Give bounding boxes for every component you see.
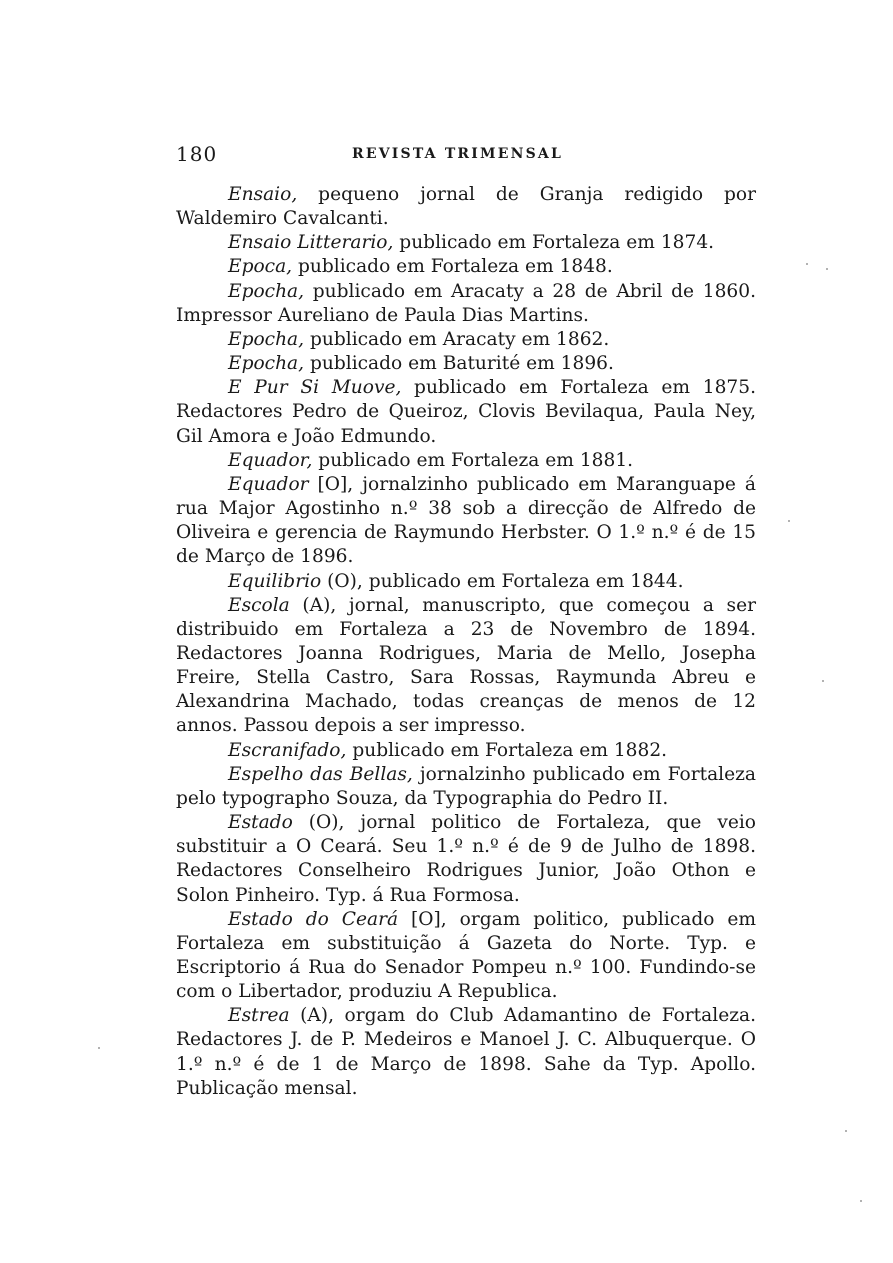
scan-speck [788, 520, 790, 522]
entry-title: Epocha, [228, 328, 305, 350]
entry-title: Escranifado, [228, 739, 347, 761]
list-item [176, 473, 756, 570]
entry-title: Equador [228, 473, 309, 495]
entry-text: jornalzinho publicado em Fortaleza pelo typographo Souza, da Typographia do Pedro II. [176, 763, 756, 809]
list-item [176, 570, 756, 594]
list-item [176, 449, 756, 473]
list-item [176, 328, 756, 352]
entry-text: (A), orgam do Club Adamantino de Fortaleza. Redactores J. de P. Medeiros e Manoel J. C. Albuquerque. O 1.º n.º é de 1 de Março de 1898. Sahe da Typ. Apollo. Publicação mensal. [176, 1005, 756, 1099]
entry-text: publicado em Fortaleza em 1882. [346, 739, 668, 761]
newspaper-list [176, 183, 756, 1101]
entry-text: [O], jornalzinho publicado em Maranguape á rua Major Agostinho n.º 38 sob a direcção de Alfredo de Oliveira e gerencia de Raymundo Herbster. O 1.º n.º é de 15 de Março de 1896. [176, 473, 756, 568]
entry-text: publicado em Fortaleza em 1881. [312, 449, 634, 471]
entry-text: [O], orgam politico, publicado em Fortaleza em substituição á Gazeta do Norte. Typ. e Escriptorio á Rua do Senador Pompeu n.º 100. Fundindo-se com o Libertador, produziu A Republica. [176, 908, 757, 1003]
entry-title: Equador, [228, 449, 313, 471]
list-item [176, 352, 756, 376]
entry-title: Epocha, [228, 353, 305, 375]
list-item [176, 376, 756, 448]
entry-title: Ensaio, [228, 184, 298, 205]
entry-title: Espelho das Bellas, [228, 763, 413, 785]
running-head [176, 142, 576, 166]
list-item [176, 739, 756, 763]
entry-text: publicado em Fortaleza em 1848. [292, 256, 613, 278]
scan-speck [826, 268, 828, 270]
list-item [176, 763, 756, 811]
entry-text: (A), jornal, manuscripto, que começou a ser distribuido em Fortaleza a 23 de Novembro de 1894. Redactores Joanna Rodrigues, Maria de Mello, Josepha Freire, Stella Castro, Sara Rossas, Raymunda Abreu e Alexandrina Machado, todas creanças de menos de 12 annos. Passou depois a ser impresso. [176, 594, 756, 737]
journal-title: REVISTA TRIMENSAL [352, 146, 563, 162]
list-item [176, 811, 756, 908]
entry-title: Estado do Ceará [228, 908, 399, 930]
entry-title: Equilibrio [228, 570, 322, 592]
scan-speck [822, 680, 824, 682]
list-item [176, 908, 756, 1005]
entry-text: publicado em Fortaleza em 1875. Redactores Pedro de Queiroz, Clovis Bevilaqua, Paula Ney, Gil Amora e João Edmundo. [176, 377, 756, 447]
list-item [176, 231, 756, 255]
entry-text: pequeno jornal de Granja redigido por Waldemiro Cavalcanti. [176, 184, 756, 230]
list-item [176, 255, 756, 279]
scan-speck [860, 1200, 862, 1202]
entry-text: publicado em Fortaleza em 1874. [393, 232, 715, 254]
entry-title: Escola [228, 594, 290, 616]
entry-title: Ensaio Litterario, [228, 232, 394, 254]
page-number: 180 [176, 142, 218, 166]
list-item [176, 183, 756, 231]
entry-text: publicado em Aracaty a 28 de Abril de 1860. Impressor Aureliano de Paula Dias Martins. [176, 280, 756, 326]
scan-speck [806, 263, 808, 265]
entry-text: publicado em Baturité em 1896. [304, 353, 614, 375]
scan-speck [845, 1130, 847, 1132]
entry-title: Estrea [228, 1005, 290, 1027]
entry-text: (O), publicado em Fortaleza em 1844. [321, 570, 684, 592]
scan-speck [98, 1047, 100, 1049]
entry-text: (O), jornal politico de Fortaleza, que veio substituir a O Ceará. Seu 1.º n.º é de 9 de Julho de 1898. Redactores Conselheiro Rodrigues Junior, João Othon e Solon Pinheiro. Typ. á Rua Formosa. [176, 812, 756, 906]
entry-title: Epoca, [228, 256, 293, 278]
list-item [176, 594, 756, 739]
entry-text: publicado em Aracaty em 1862. [304, 328, 610, 350]
entry-title: Epocha, [228, 280, 305, 302]
entry-title: E Pur Si Muove, [228, 377, 402, 399]
list-item [176, 280, 756, 328]
entry-title: Estado [228, 812, 293, 834]
list-item [176, 1004, 756, 1101]
